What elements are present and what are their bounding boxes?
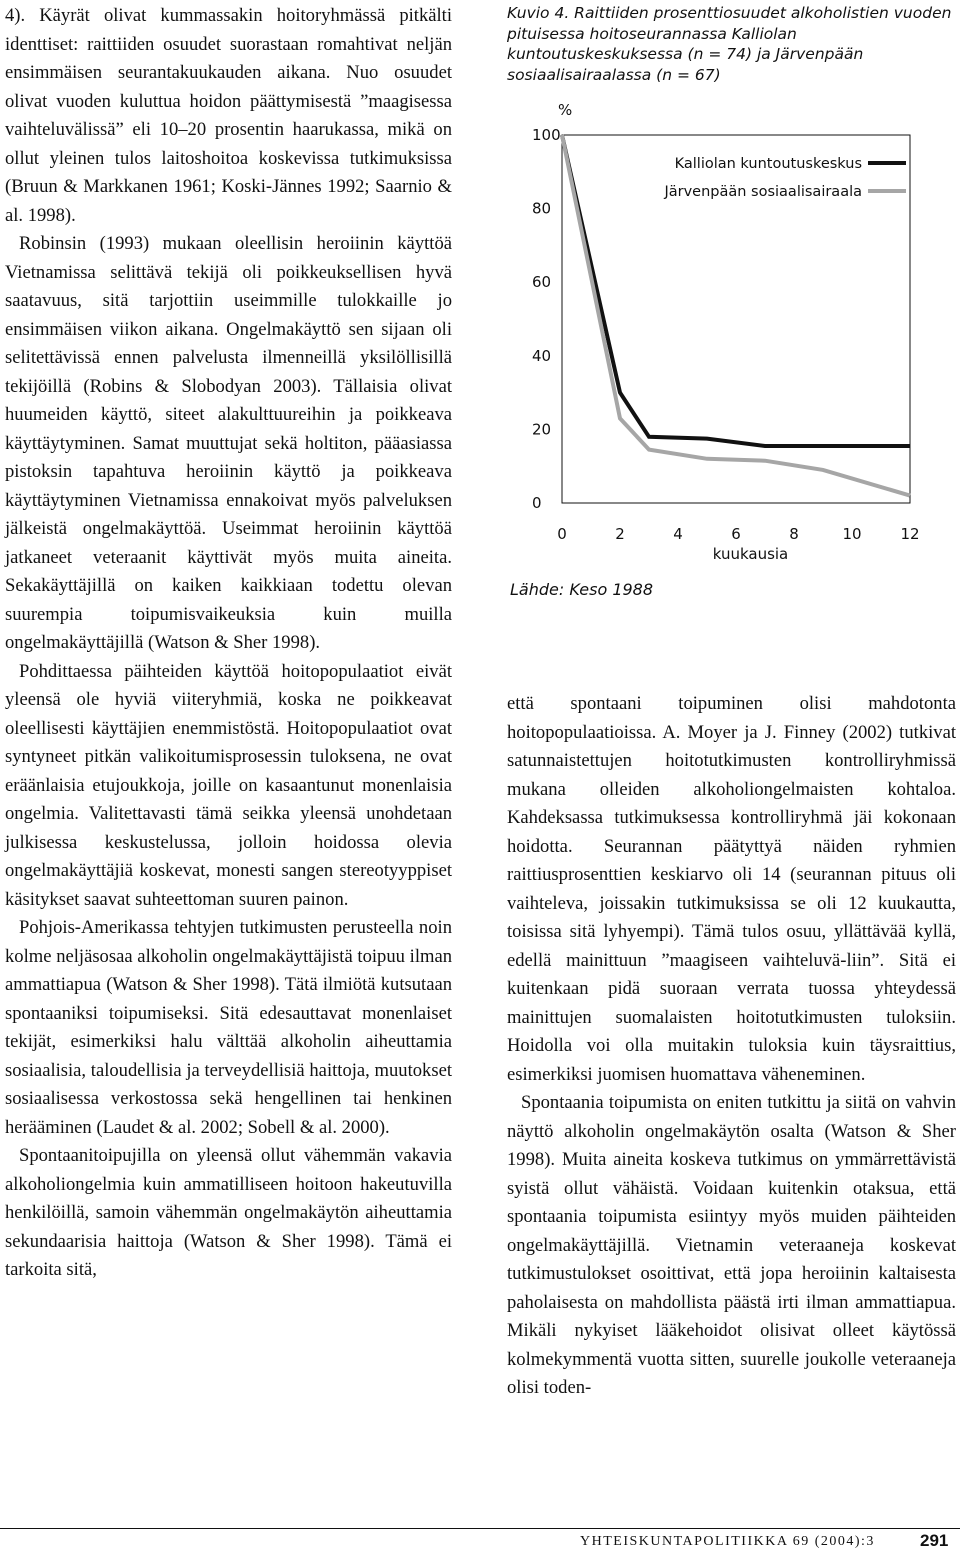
figure-source: Lähde: Keso 1988 [510, 580, 654, 599]
paragraph: Spontaania toipumista on eniten tutkittu ja siitä on vahvin näyttö alkoholin ongelmakäytön osalta (Watson & Sher 1998). Muita aineita koskeva tutkimus on ymmärrettävistä syistä ollut vähäistä. Voidaan kuitenkin otaksua, että spontaania toipumista esiintyy myös muiden päihteiden ongelmakäyttäjillä. Vietnamin veteraaneja koskevat tutkimustulokset osoittivat, että jopa heroiinin kaltaisesta paholaisesta on mahdollista päästä irti ilman ammattiapua. Mikäli nykyiset lääkehoidot olisivat olleet käytössä kolmekymmentä vuotta sitten, suurelle joukolle veteraaneja olisi toden- [507, 1092, 956, 1398]
y-tick-label: 20 [532, 420, 552, 439]
footer-journal: YHTEISKUNTAPOLITIIKKA 69 (2004):3 [580, 1534, 875, 1549]
x-tick-label: 0 [557, 525, 567, 543]
paragraph: että spontaani toipuminen olisi mahdotonta hoitopopulaatioissa. A. Moyer ja J. Finney (2002) tutkivat satunnaistettujen hoitotutkimusten kontrolliryhmissä mukana olleiden alkoholiongelmaisten kohtaloa. Kahdeksassa tutkimuksessa kontrolliryhmä jäi kokonaan hoidotta. Seurannan päätyttyä näiden ryhmien raittiusprosenttien keskiarvo oli 14 (seurannan pituus oli vaihteleva, joissakin tutkimuksissa se oli 12 kuukautta, toisissa sitä lyhyempi). Tämä tulos osuu, yllättävää kyllä, edellä mainittuun ”maagiseen vaihteluvä-liin”. Sitä ei kuitenkaan pidä suoraan verrata tuossa yhteydessä mainittujen suomalaisten hoitotutkimusten tuloksiin. Hoidolla voi olla muitakin tuloksia kuin täysraittius, esimerkiksi juomisen huomattava väheneminen. [507, 693, 956, 1085]
legend-label: Järvenpään sosiaalisairaala [664, 184, 862, 200]
paragraph: Pohjois-Amerikassa tehtyjen tutkimusten perusteella noin kolme neljäsosaa alkoholin ongelmakäyttäjistä toipuu ilman ammattiapua (Watson & Sher 1998). Tätä ilmiötä kutsutaan spontaaniksi toipumiseksi. Sitä edesauttavat monenlaiset tekijät, esimerkiksi halu välttää alkoholin aiheuttamia sosiaalisia, taloudellisia ja terveydellisiä haittoja, muutokset sosiaalisessa verkostossa sekä hengellinen tai henkinen herääminen (Laudet & al. 2002; Sobell & al. 2000). [5, 917, 452, 1138]
page-number: 291 [920, 1531, 949, 1550]
legend-label: Kalliolan kuntoutuskeskus [674, 156, 862, 172]
paragraph: Robinsin (1993) mukaan oleellisin heroiinin käyttöä Vietnamissa selittävä tekijä oli poikkeuksellisen hyvä saatavuus, sitä tarjottiin useimmille tulokkaille jo ensimmäisen viikon aikana. Ongelmakäyttö sen sijaan oli selitettävissä ennen palvelusta ilmenneillä yksilöllisillä tekijöillä (Robins & Slobodyan 2003). Tällaisia olivat huumeiden käyttö, siteet alakulttuureihin ja poikkeava käyttäytyminen. Samat muuttujat sekä holtiton, pääasiassa pistoksin tapahtuva heroiinin käyttö ja poikkeava käyttäytyminen Vietnamissa ennakoivat myös palveluksen jälkeistä ongelmakäyttöä. Useimmat heroiinin käyttöä jatkaneet veteraanit käyttivät myös muita aineita. Sekakäyttäjillä on kaiken kaikkiaan todettu olevan suurempia toipumisvaikeuksia kuin muilla ongelmakäyttäjillä (Watson & Sher 1998). [5, 233, 452, 653]
x-tick-label: 4 [673, 525, 683, 543]
chart-svg [500, 95, 960, 575]
x-tick-label: 2 [615, 525, 625, 543]
x-tick-label: 10 [842, 525, 862, 543]
y-axis-label: % [558, 101, 573, 119]
footer-divider [0, 1528, 960, 1529]
x-tick-label: 12 [900, 525, 920, 543]
y-tick-label: 0 [532, 494, 542, 512]
y-tick-label: 60 [532, 273, 552, 292]
x-axis-label: kuukausia [712, 545, 789, 563]
figure-chart [500, 95, 960, 615]
right-column [507, 690, 956, 1403]
y-tick-label: 100 [532, 126, 561, 144]
left-column [5, 2, 452, 1285]
y-tick-label: 40 [532, 346, 552, 365]
paragraph: Spontaanitoipujilla on yleensä ollut vähemmän vakavia alkoholiongelmia kuin ammatilliseen hoitoon hakeutuvilla henkilöillä, samoin vähemmän ongelmakäytön aiheuttamia sekundaarisia haittoja (Watson & Sher 1998). Tämä ei tarkoita sitä, [5, 1145, 452, 1280]
paragraph: Pohdittaessa päihteiden käyttöä hoitopopulaatiot eivät yleensä ole hyviä viiteryhmiä, koska ne poikkeavat oleellisesti käyttäjien enemmistöstä. Hoitopopulaatiot ovat syntyneet pitkän valikoitumisprosessin tuloksena, ne ovat eräänlaisia etujoukkoja, joille on kasaantunut monenlaisia ongelmia. Valitettavasti tämä seikka yleensä unohdetaan julkisessa keskustelussa, jolloin hoidossa olevia ongelmakäyttäjiä koskevat, monesti sangen stereotyyppiset käsitykset saavat suhteettoman suuren painon. [5, 660, 452, 910]
x-tick-label: 6 [731, 525, 741, 543]
x-tick-label: 8 [789, 525, 799, 543]
figure-caption: Kuvio 4. Raittiiden prosenttiosuudet alkoholistien vuoden pituisessa hoitoseurannassa Kalliolan kuntoutuskeskuksessa (n = 74) ja Järvenpään sosiaalisairaalassa (n = 67) [507, 4, 952, 84]
paragraph: 4). Käyrät olivat kummassakin hoitoryhmässä pitkälti identtiset: raittiiden osuudet suorastaan romahtivat neljän ensimmäisen seurantakuukauden aikana. Nuo osuudet olivat vuoden kuluttua hoidon päättymisestä ”maagisessa vaihteluvälissä” eli 10–20 prosentin haarukassa, mikä on ollut yleinen tulos laitoshoitoa koskevissa tutkimuksissa (Bruun & Markkanen 1961; Koski-Jännes 1992; Saarnio & al. 1998). [5, 5, 452, 226]
y-tick-label: 80 [532, 199, 552, 218]
